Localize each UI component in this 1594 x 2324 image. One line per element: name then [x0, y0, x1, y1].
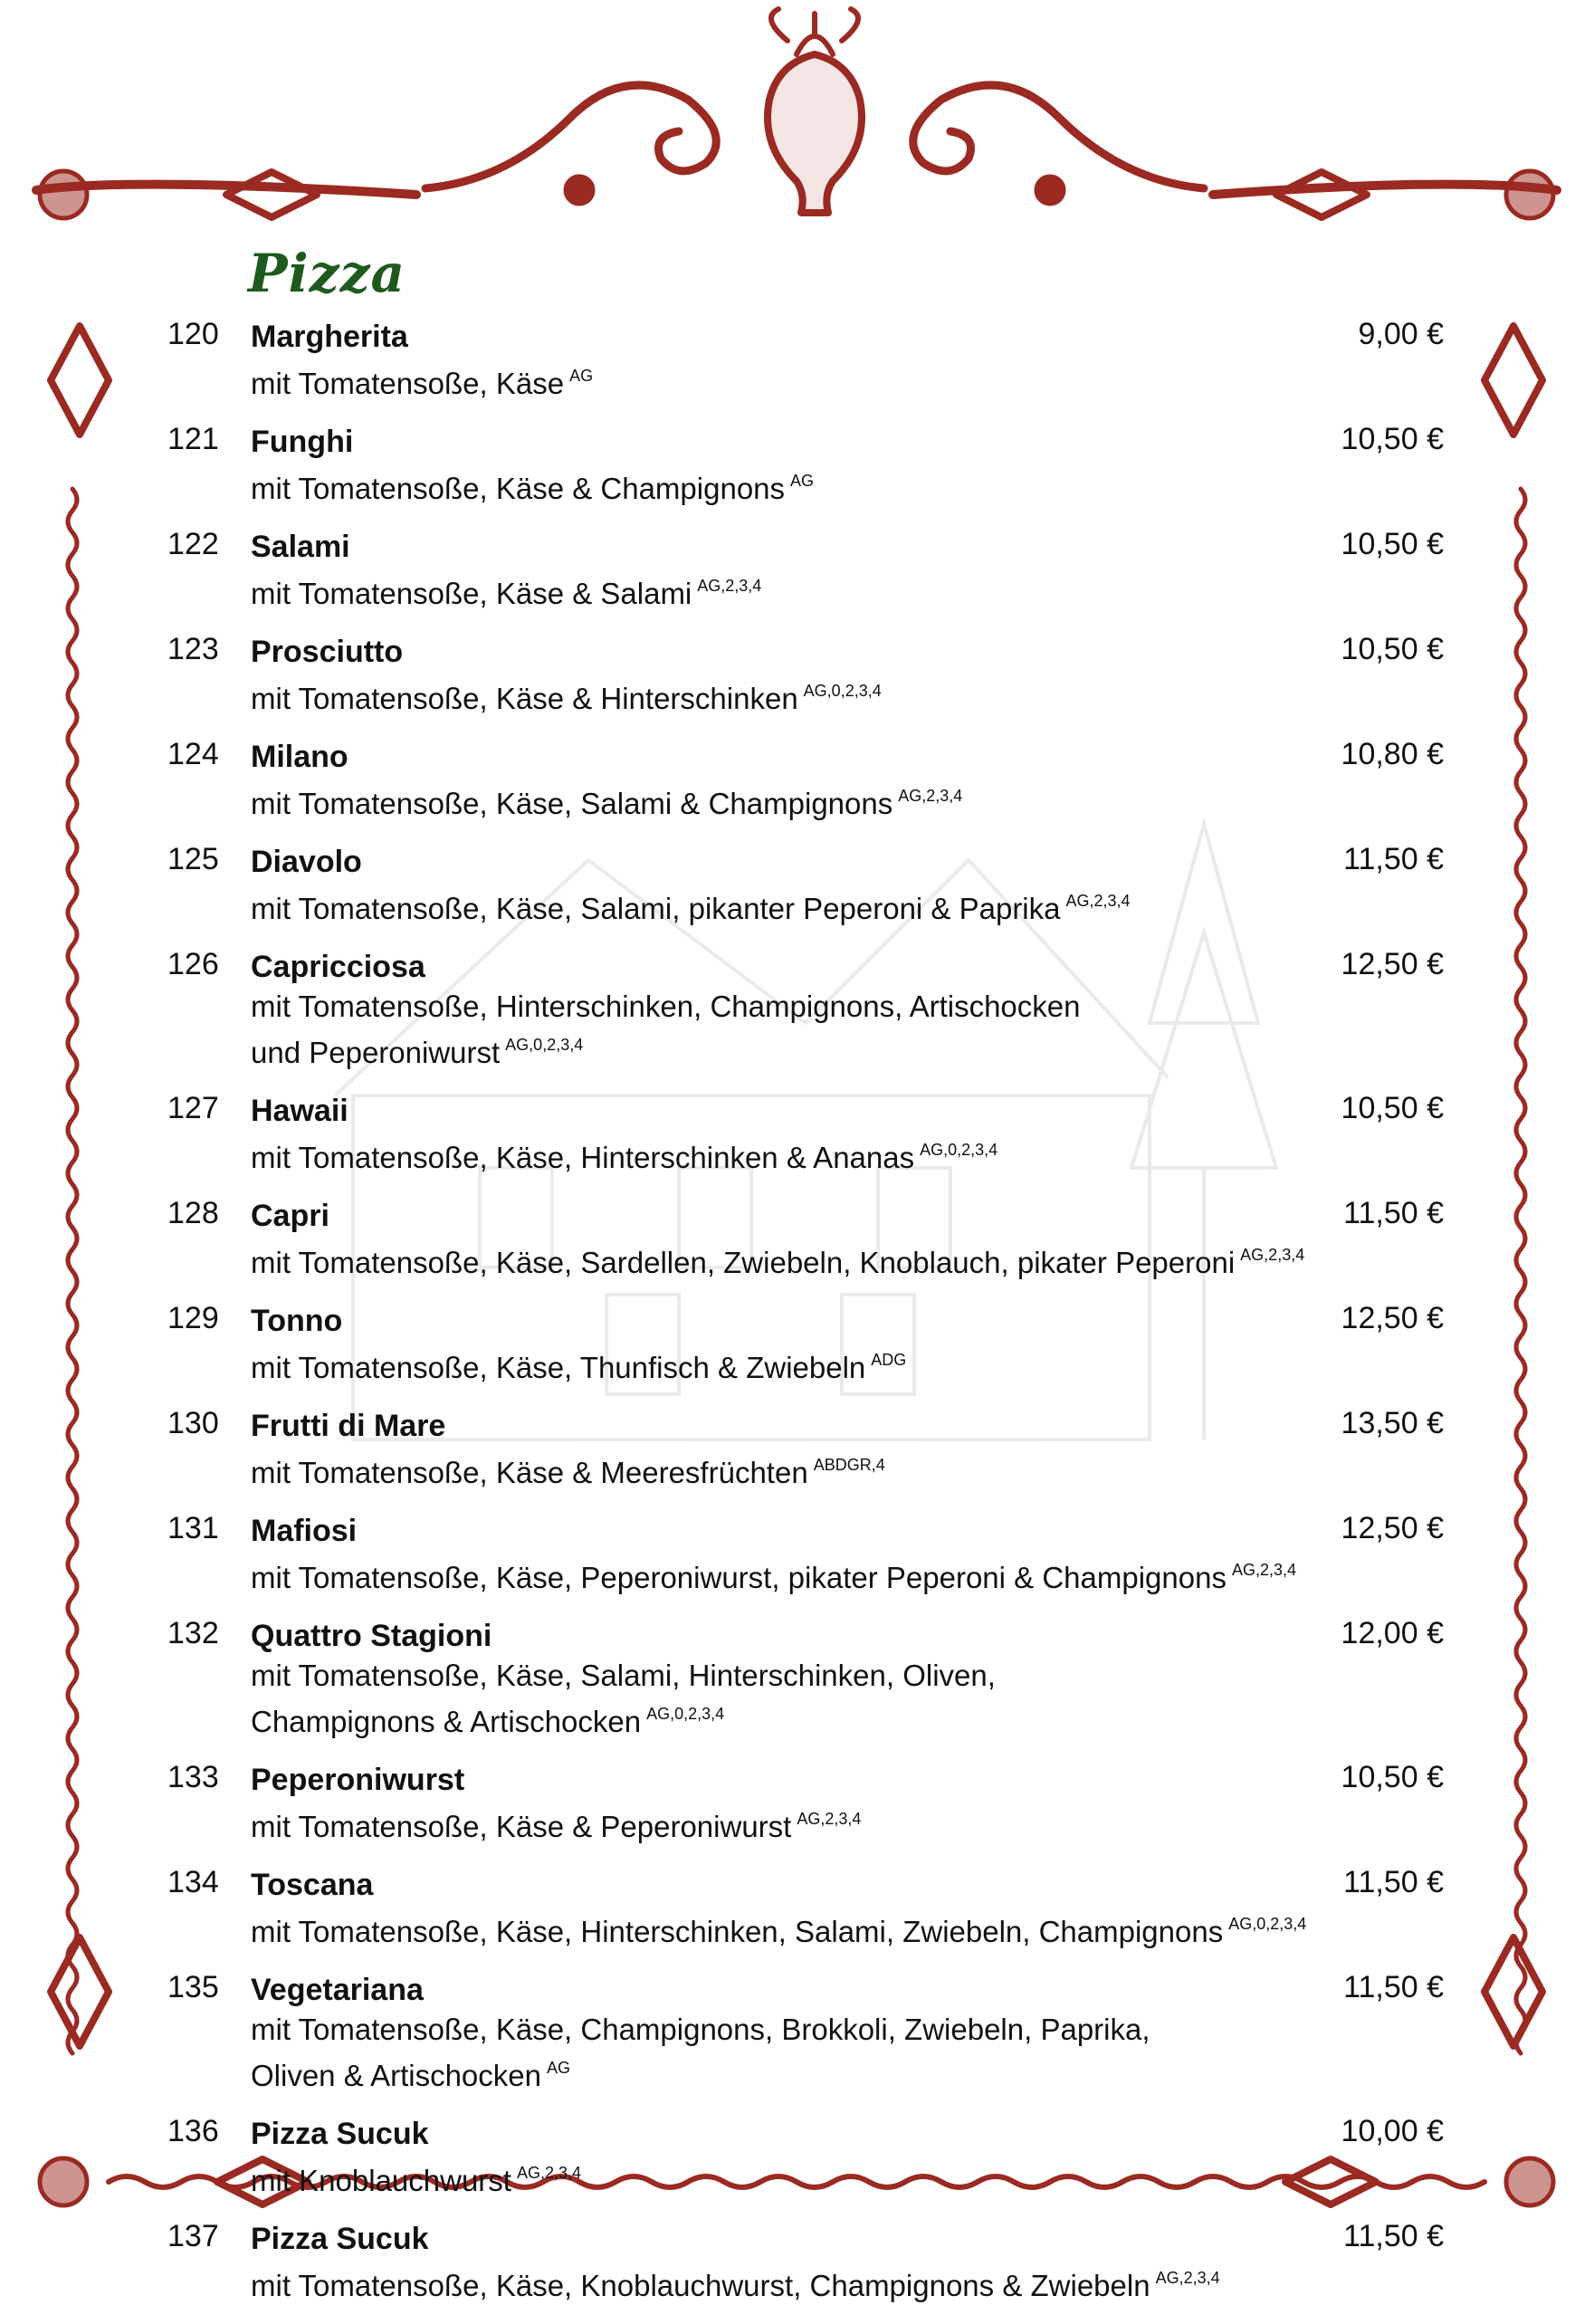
corner-rose-tr-icon — [1506, 171, 1553, 218]
menu-item — [167, 1406, 1444, 1492]
item-description: mit Tomatensoße, Käse, Knoblauchwurst, Champignons & Zwiebeln — [251, 2269, 1150, 2302]
item-allergens: AG,2,3,4 — [1231, 1561, 1296, 1579]
item-price: 12,50 € — [1341, 1301, 1444, 1335]
item-allergens: AG,0,2,3,4 — [803, 682, 882, 700]
item-description: mit Tomatensoße, Käse, Champignons, Brokkoli, Zwiebeln, Paprika, — [251, 2013, 1150, 2046]
item-name: Capricciosa — [251, 950, 425, 984]
item-price: 11,50 € — [1343, 842, 1444, 876]
item-price: 11,50 € — [1343, 1196, 1444, 1230]
item-description: mit Tomatensoße, Käse — [251, 367, 565, 400]
item-description: mit Tomatensoße, Käse & Peperoniwurst — [251, 1810, 792, 1843]
item-price: 11,50 € — [1343, 1970, 1444, 2004]
item-description: mit Knoblauchwurst — [251, 2164, 511, 2197]
item-number: 136 — [167, 2114, 219, 2148]
corner-rose-br-icon — [1506, 2158, 1553, 2205]
item-number: 129 — [167, 1301, 219, 1335]
item-allergens: AG,2,3,4 — [697, 577, 762, 595]
section-title: Pizza — [248, 243, 406, 304]
item-allergens: AG,0,2,3,4 — [646, 1705, 725, 1723]
item-name: Pizza Sucuk — [251, 2117, 429, 2151]
menu-item — [167, 317, 1444, 403]
item-description: mit Tomatensoße, Käse, Salami & Champignons — [251, 787, 893, 820]
menu-item — [167, 1301, 1444, 1387]
item-price: 12,50 € — [1341, 947, 1444, 981]
left-diamond-top-icon — [51, 326, 109, 435]
menu-item — [167, 737, 1444, 823]
item-price: 10,50 € — [1341, 422, 1444, 456]
item-name: Milano — [251, 740, 348, 774]
left-border-line — [68, 489, 77, 2053]
right-border-line — [1516, 489, 1525, 2053]
item-description: mit Tomatensoße, Käse, Hinterschinken & Ananas — [251, 1141, 915, 1174]
item-name: Quattro Stagioni — [251, 1619, 492, 1653]
item-description: mit Tomatensoße, Käse & Champignons — [251, 472, 786, 505]
menu-item — [167, 842, 1444, 928]
item-name: Toscana — [251, 1868, 374, 1902]
right-diamond-top-icon — [1484, 326, 1542, 435]
item-price: 10,50 € — [1341, 527, 1444, 561]
menu-item — [167, 1760, 1444, 1846]
item-price: 9,00 € — [1358, 317, 1444, 351]
top-right-diamond-icon — [1276, 172, 1367, 217]
item-name: Funghi — [251, 425, 354, 459]
item-allergens: AG,0,2,3,4 — [1228, 1915, 1307, 1933]
item-name: Mafiosi — [251, 1514, 358, 1548]
menu-item — [167, 2219, 1444, 2305]
item-number: 125 — [167, 842, 219, 876]
menu-item — [167, 527, 1444, 613]
item-name: Hawaii — [251, 1094, 348, 1128]
menu-item — [167, 1511, 1444, 1597]
item-allergens: AG,0,2,3,4 — [505, 1036, 584, 1054]
item-description: mit Tomatensoße, Käse, Salami, Hinterschinken, Oliven, — [251, 1659, 996, 1692]
item-number: 134 — [167, 1865, 219, 1899]
item-number: 127 — [167, 1091, 219, 1125]
item-description: mit Tomatensoße, Hinterschinken, Champignons, Artischocken — [251, 990, 1081, 1023]
item-number: 123 — [167, 632, 219, 666]
item-name: Peperoniwurst — [251, 1763, 465, 1797]
item-number: 137 — [167, 2219, 219, 2253]
left-diamond-bottom-icon — [51, 1937, 109, 2046]
menu-item — [167, 2114, 1444, 2200]
item-price: 13,50 € — [1341, 1406, 1444, 1440]
item-name: Salami — [251, 530, 350, 564]
menu-item — [167, 1970, 1444, 2095]
item-allergens: ADG — [871, 1351, 907, 1369]
menu-item — [167, 1091, 1444, 1177]
corner-rose-tl-icon — [40, 171, 87, 218]
item-number: 131 — [167, 1511, 219, 1545]
item-number: 122 — [167, 527, 219, 561]
menu-item — [167, 947, 1444, 1072]
vase-neck-icon — [771, 9, 858, 54]
item-description: mit Tomatensoße, Käse & Salami — [251, 577, 692, 610]
item-name: Vegetariana — [251, 1973, 424, 2007]
item-number: 135 — [167, 1970, 219, 2004]
item-number: 128 — [167, 1196, 219, 1230]
item-allergens: AG — [790, 472, 815, 490]
rose-right-icon — [1036, 176, 1064, 205]
item-description: mit Tomatensoße, Käse, Peperoniwurst, pikater Peperoni & Champignons — [251, 1561, 1227, 1594]
item-number: 121 — [167, 422, 219, 456]
item-allergens: AG,2,3,4 — [1240, 1246, 1305, 1264]
item-description-continued: und Peperoniwurst — [251, 1036, 501, 1069]
item-price: 12,50 € — [1341, 1511, 1444, 1545]
item-description: mit Tomatensoße, Käse, Hinterschinken, Salami, Zwiebeln, Champignons — [251, 1915, 1224, 1948]
item-allergens: AG — [546, 2059, 570, 2077]
item-allergens: AG,2,3,4 — [516, 2164, 582, 2182]
item-price: 10,50 € — [1341, 1760, 1444, 1794]
menu-list — [167, 317, 1444, 2324]
item-number: 124 — [167, 737, 219, 771]
item-name: Capri — [251, 1199, 329, 1233]
item-allergens: AG — [569, 367, 594, 385]
item-price: 10,80 € — [1341, 737, 1444, 771]
item-allergens: AG,2,3,4 — [797, 1810, 862, 1828]
item-number: 132 — [167, 1616, 219, 1650]
rose-left-icon — [565, 176, 594, 205]
item-allergens: AG,2,3,4 — [1155, 2269, 1220, 2287]
item-allergens: AG,0,2,3,4 — [920, 1141, 998, 1159]
item-name: Pizza Sucuk — [251, 2222, 429, 2256]
item-number: 120 — [167, 317, 219, 351]
item-name: Diavolo — [251, 845, 362, 879]
item-description: mit Tomatensoße, Käse, Thunfisch & Zwiebeln — [251, 1351, 866, 1384]
item-name: Margherita — [251, 320, 408, 354]
item-number: 133 — [167, 1760, 219, 1794]
menu-item — [167, 1196, 1444, 1282]
item-price: 10,50 € — [1341, 632, 1444, 666]
top-left-diamond-icon — [226, 172, 317, 217]
item-number: 130 — [167, 1406, 219, 1440]
item-description-continued: Oliven & Artischocken — [251, 2059, 541, 2092]
menu-item — [167, 632, 1444, 718]
vase-icon — [768, 54, 862, 213]
top-swirl-right — [913, 85, 1204, 188]
item-name: Tonno — [251, 1304, 343, 1338]
item-allergens: ABDGR,4 — [813, 1456, 885, 1474]
item-description: mit Tomatensoße, Käse & Meeresfrüchten — [251, 1456, 808, 1489]
item-name: Prosciutto — [251, 635, 404, 669]
corner-rose-bl-icon — [40, 2158, 87, 2205]
menu-item — [167, 422, 1444, 508]
item-name: Frutti di Mare — [251, 1409, 446, 1443]
item-price: 10,00 € — [1341, 2114, 1444, 2148]
item-price: 12,00 € — [1341, 1616, 1444, 1650]
item-price: 11,50 € — [1343, 1865, 1444, 1899]
item-price: 10,50 € — [1341, 1091, 1444, 1125]
item-description: mit Tomatensoße, Käse, Sardellen, Zwiebeln, Knoblauch, pikater Peperoni — [251, 1246, 1236, 1279]
item-allergens: AG,2,3,4 — [1065, 892, 1131, 910]
item-allergens: AG,2,3,4 — [898, 787, 963, 805]
right-diamond-bottom-icon — [1484, 1937, 1542, 2046]
item-description: mit Tomatensoße, Käse & Hinterschinken — [251, 682, 798, 715]
menu-item — [167, 1616, 1444, 1741]
item-description-continued: Champignons & Artischocken — [251, 1705, 642, 1738]
item-number: 126 — [167, 947, 219, 981]
top-swirl-left — [425, 85, 716, 188]
menu-item — [167, 1865, 1444, 1951]
item-description: mit Tomatensoße, Käse, Salami, pikanter Peperoni & Paprika — [251, 892, 1061, 925]
item-price: 11,50 € — [1343, 2219, 1444, 2253]
